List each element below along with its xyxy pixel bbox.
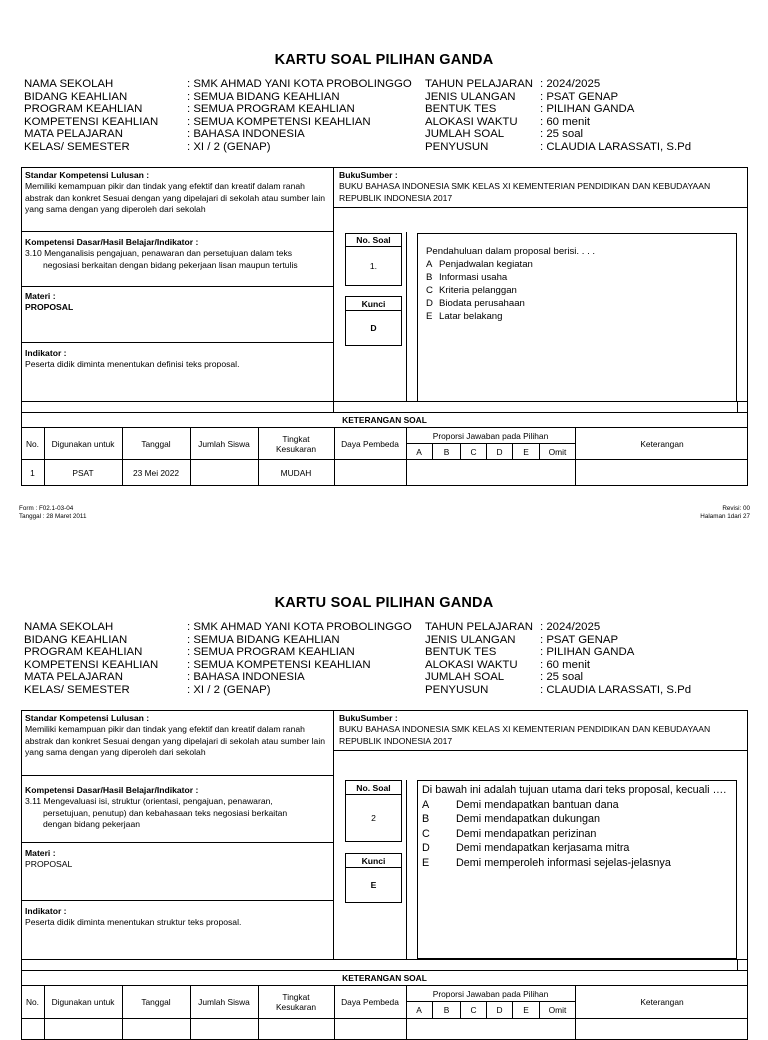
th-e: E [523, 446, 529, 457]
card-title: KARTU SOAL PILIHAN GANDA [274, 52, 494, 68]
row-jumlah-siswa [190, 460, 258, 486]
value-bidang-keahlian: : SEMUA BIDANG KEAHLIAN [187, 633, 340, 646]
label-tahun-pelajaran: TAHUN PELAJARAN [425, 78, 534, 90]
th-a: A [416, 1005, 422, 1015]
footer-tanggal: Tanggal : 28 Maret 2011 [19, 513, 87, 520]
label-program-keahlian: PROGRAM KEAHLIAN [24, 646, 143, 659]
question-box [417, 233, 737, 402]
th-proporsi: Proporsi Jawaban pada Pilihan [432, 430, 549, 441]
kd-line-2: persetujuan, penutup) dan kebahasaan teks negosiasi berkaitan [43, 807, 288, 818]
label-alokasi-waktu: ALOKASI WAKTU [425, 115, 518, 128]
th-c: C [470, 446, 477, 457]
th-no: No. [25, 438, 40, 449]
option-b: B Informasi usaha [426, 272, 508, 283]
th-a: A [416, 446, 422, 457]
label-nama-sekolah: NAMA SEKOLAH [24, 78, 114, 90]
th-d: D [496, 446, 503, 457]
kunci-value: E [345, 867, 402, 903]
skl-section [25, 170, 330, 216]
th-d: D [496, 1005, 503, 1015]
option-d: D Biodata perusahaan [426, 298, 525, 309]
value-jumlah-soal: : 25 soal [540, 671, 584, 684]
th-e: E [523, 1005, 529, 1015]
no-soal-value: 1. [345, 246, 402, 286]
th-jumlah-siswa: Jumlah Siswa [198, 438, 250, 449]
label-mata-pelajaran: MATA PELAJARAN [24, 671, 123, 684]
th-c: C [470, 1005, 477, 1015]
buku-text: BUKU BAHASA INDONESIA SMK KELAS XI KEMENTERIAN PENDIDIKAN DAN KEBUDAYAAN REPUBLIK INDONESIA 2017 [339, 181, 711, 203]
kd-line-3: dengan bidang pekerjaan [43, 819, 141, 830]
th-proporsi: Proporsi Jawaban pada Pilihan [432, 988, 549, 999]
footer-right [600, 505, 750, 521]
question-text: Pendahuluan dalam proposal berisi. . . . [426, 246, 596, 257]
row-daya [334, 460, 406, 486]
keterangan-title: KETERANGAN SOAL [342, 972, 427, 983]
th-digunakan: Digunakan untuk [51, 438, 115, 449]
label-penyusun: PENYUSUN [425, 683, 489, 696]
buku-label: BukuSumber : [339, 713, 398, 723]
value-tahun-pelajaran: : 2024/2025 [540, 78, 601, 90]
value-bentuk-tes: : PILIHAN GANDA [540, 646, 635, 659]
option-e: E Latar belakang [426, 311, 503, 322]
header-right-values [540, 621, 691, 697]
label-tahun-pelajaran: TAHUN PELAJARAN [425, 621, 534, 633]
value-program-keahlian: : SEMUA PROGRAM KEAHLIAN [187, 103, 355, 116]
th-omit: Omit [548, 1005, 567, 1015]
value-mata-pelajaran: : BAHASA INDONESIA [187, 128, 305, 141]
value-kelas-semester: : XI / 2 (GENAP) [187, 683, 271, 696]
header-right-values [540, 78, 691, 154]
materi-section [25, 291, 330, 314]
footer-left [19, 505, 86, 521]
buku-text: BUKU BAHASA INDONESIA SMK KELAS XI KEMENTERIAN PENDIDIKAN DAN KEBUDAYAAN REPUBLIK INDONESIA 2017 [339, 724, 711, 746]
th-jumlah-siswa: Jumlah Siswa [198, 997, 250, 1007]
value-alokasi-waktu: : 60 menit [540, 658, 591, 671]
footer-halaman: Halaman 1dari 27 [700, 513, 750, 520]
indikator-label: Indikator : [25, 348, 67, 358]
value-kompetensi-keahlian: : SEMUA KOMPETENSI KEAHLIAN [187, 115, 371, 128]
row-tingkat: MUDAH [280, 468, 312, 478]
value-tahun-pelajaran: : 2024/2025 [540, 621, 601, 633]
card-title: KARTU SOAL PILIHAN GANDA [274, 595, 494, 611]
materi-text: PROPOSAL [25, 302, 74, 313]
option-e: E Demi memperoleh informasi sejelas-jelasnya [422, 856, 671, 869]
materi-section [25, 848, 330, 871]
kd-section [25, 237, 330, 271]
row-no: 1 [30, 468, 35, 478]
kd-label: Kompetensi Dasar/Hasil Belajar/Indikator : [25, 785, 199, 795]
label-jumlah-soal: JUMLAH SOAL [425, 671, 505, 684]
value-jenis-ulangan: : PSAT GENAP [540, 633, 619, 646]
materi-label: Materi : [25, 848, 56, 858]
label-jenis-ulangan: JENIS ULANGAN [425, 90, 516, 103]
th-tanggal: Tanggal [141, 438, 171, 449]
value-mata-pelajaran: : BAHASA INDONESIA [187, 671, 305, 684]
kd-section [25, 785, 330, 831]
header-right-labels [425, 621, 533, 697]
keterangan-title: KETERANGAN SOAL [342, 414, 427, 425]
header-left-labels [24, 78, 158, 154]
skl-text: Memiliki kemampuan pikir dan tindak yang efektif dan kreatif dalam ranah abstrak dan konkret Sesuai dengan yang dipelajari di sekolah atau sumber lain yang sama dengan yang diperoleh dari sekolah [25, 724, 326, 758]
kd-line-1: 3.11 Mengevaluasi isi, struktur (orientasi, pengajuan, penawaran, [25, 796, 273, 807]
th-b: B [443, 1005, 450, 1015]
kd-line-1: 3.10 Menganalisis pengajuan, penawaran dan persetujuan dalam teks [25, 248, 293, 259]
value-jenis-ulangan: : PSAT GENAP [540, 90, 619, 103]
skl-section [25, 713, 330, 759]
label-kompetensi-keahlian: KOMPETENSI KEAHLIAN [24, 658, 159, 671]
kunci-label: Kunci [345, 853, 402, 868]
footer-form: Form : F02.1-03-04 [19, 505, 74, 512]
label-alokasi-waktu: ALOKASI WAKTU [425, 658, 518, 671]
th-digunakan: Digunakan untuk [51, 997, 115, 1007]
header-left-values [187, 621, 412, 697]
header-left-labels [24, 621, 158, 697]
th-no: No. [25, 997, 40, 1007]
kunci-label: Kunci [345, 296, 402, 311]
option-c: C Kriteria pelanggan [426, 285, 517, 296]
label-penyusun: PENYUSUN [425, 140, 489, 153]
th-keterangan: Keterangan [640, 997, 684, 1007]
label-jumlah-soal: JUMLAH SOAL [425, 128, 505, 141]
th-tingkat: Tingkat Kesukaran [275, 992, 317, 1012]
indikator-section [25, 348, 330, 371]
option-a: A Penjadwalan kegiatan [426, 259, 533, 270]
option-d: D Demi mendapatkan kerjasama mitra [422, 842, 630, 855]
skl-label: Standar Kompetensi Lulusan : [25, 170, 150, 180]
value-penyusun: : CLAUDIA LARASSATI, S.Pd [540, 140, 692, 153]
label-kompetensi-keahlian: KOMPETENSI KEAHLIAN [24, 115, 159, 128]
skl-text: Memiliki kemampuan pikir dan tindak yang efektif dan kreatif dalam ranah abstrak dan konkret Sesuai dengan yang dipelajari di sekolah atau sumber lain yang sama dengan yang diperoleh dari sekolah [25, 181, 326, 215]
question-text: Di bawah ini adalah tujuan utama dari teks proposal, kecuali …. [422, 784, 727, 796]
value-bentuk-tes: : PILIHAN GANDA [540, 103, 635, 116]
th-tingkat: Tingkat Kesukaran [275, 433, 317, 454]
buku-section [339, 170, 744, 204]
value-kelas-semester: : XI / 2 (GENAP) [187, 140, 271, 153]
no-soal-value: 2 [345, 794, 402, 842]
value-program-keahlian: : SEMUA PROGRAM KEAHLIAN [187, 646, 355, 659]
buku-section [339, 713, 744, 747]
label-bidang-keahlian: BIDANG KEAHLIAN [24, 90, 128, 103]
option-c: C Demi mendapatkan perizinan [422, 827, 597, 840]
label-jenis-ulangan: JENIS ULANGAN [425, 633, 516, 646]
row-tanggal: 23 Mei 2022 [132, 468, 180, 478]
indikator-text: Peserta didik diminta menentukan definisi teks proposal. [25, 359, 240, 370]
th-omit: Omit [548, 446, 567, 457]
materi-label: Materi : [25, 291, 56, 301]
kunci-value: D [345, 310, 402, 346]
label-kelas-semester: KELAS/ SEMESTER [24, 140, 130, 153]
label-bentuk-tes: BENTUK TES [425, 646, 497, 659]
label-program-keahlian: PROGRAM KEAHLIAN [24, 103, 143, 116]
th-keterangan: Keterangan [640, 438, 684, 449]
kd-label: Kompetensi Dasar/Hasil Belajar/Indikator : [25, 237, 199, 247]
value-bidang-keahlian: : SEMUA BIDANG KEAHLIAN [187, 90, 340, 103]
th-tanggal: Tanggal [141, 997, 171, 1007]
label-mata-pelajaran: MATA PELAJARAN [24, 128, 123, 141]
header-right-labels [425, 78, 533, 154]
skl-label: Standar Kompetensi Lulusan : [25, 713, 150, 723]
buku-label: BukuSumber : [339, 170, 398, 180]
label-bentuk-tes: BENTUK TES [425, 103, 497, 116]
th-b: B [443, 446, 450, 457]
th-daya: Daya Pembeda [341, 438, 399, 449]
option-b: B Demi mendapatkan dukungan [422, 813, 601, 826]
header-left-values [187, 78, 412, 154]
indikator-label: Indikator : [25, 906, 67, 916]
label-nama-sekolah: NAMA SEKOLAH [24, 621, 114, 633]
indikator-section [25, 906, 330, 929]
footer-revisi: Revisi: 00 [722, 505, 750, 512]
label-bidang-keahlian: BIDANG KEAHLIAN [24, 633, 128, 646]
value-kompetensi-keahlian: : SEMUA KOMPETENSI KEAHLIAN [187, 658, 371, 671]
question-box [417, 780, 737, 959]
th-daya: Daya Pembeda [341, 997, 399, 1007]
no-soal-label: No. Soal [345, 233, 402, 247]
value-penyusun: : CLAUDIA LARASSATI, S.Pd [540, 683, 692, 696]
materi-text: PROPOSAL [25, 859, 73, 870]
indikator-text: Peserta didik diminta menentukan struktur teks proposal. [25, 917, 242, 928]
row-digunakan: PSAT [72, 468, 94, 478]
value-jumlah-soal: : 25 soal [540, 128, 584, 141]
no-soal-label: No. Soal [345, 780, 402, 795]
value-nama-sekolah: : SMK AHMAD YANI KOTA PROBOLINGGO [187, 621, 412, 633]
kd-line-2: negosiasi berkaitan dengan bidang pekerjaan lisan maupun tertulis [43, 259, 298, 270]
option-a: A Demi mendapatkan bantuan dana [422, 798, 619, 811]
value-nama-sekolah: : SMK AHMAD YANI KOTA PROBOLINGGO [187, 78, 412, 90]
label-kelas-semester: KELAS/ SEMESTER [24, 683, 130, 696]
value-alokasi-waktu: : 60 menit [540, 115, 591, 128]
